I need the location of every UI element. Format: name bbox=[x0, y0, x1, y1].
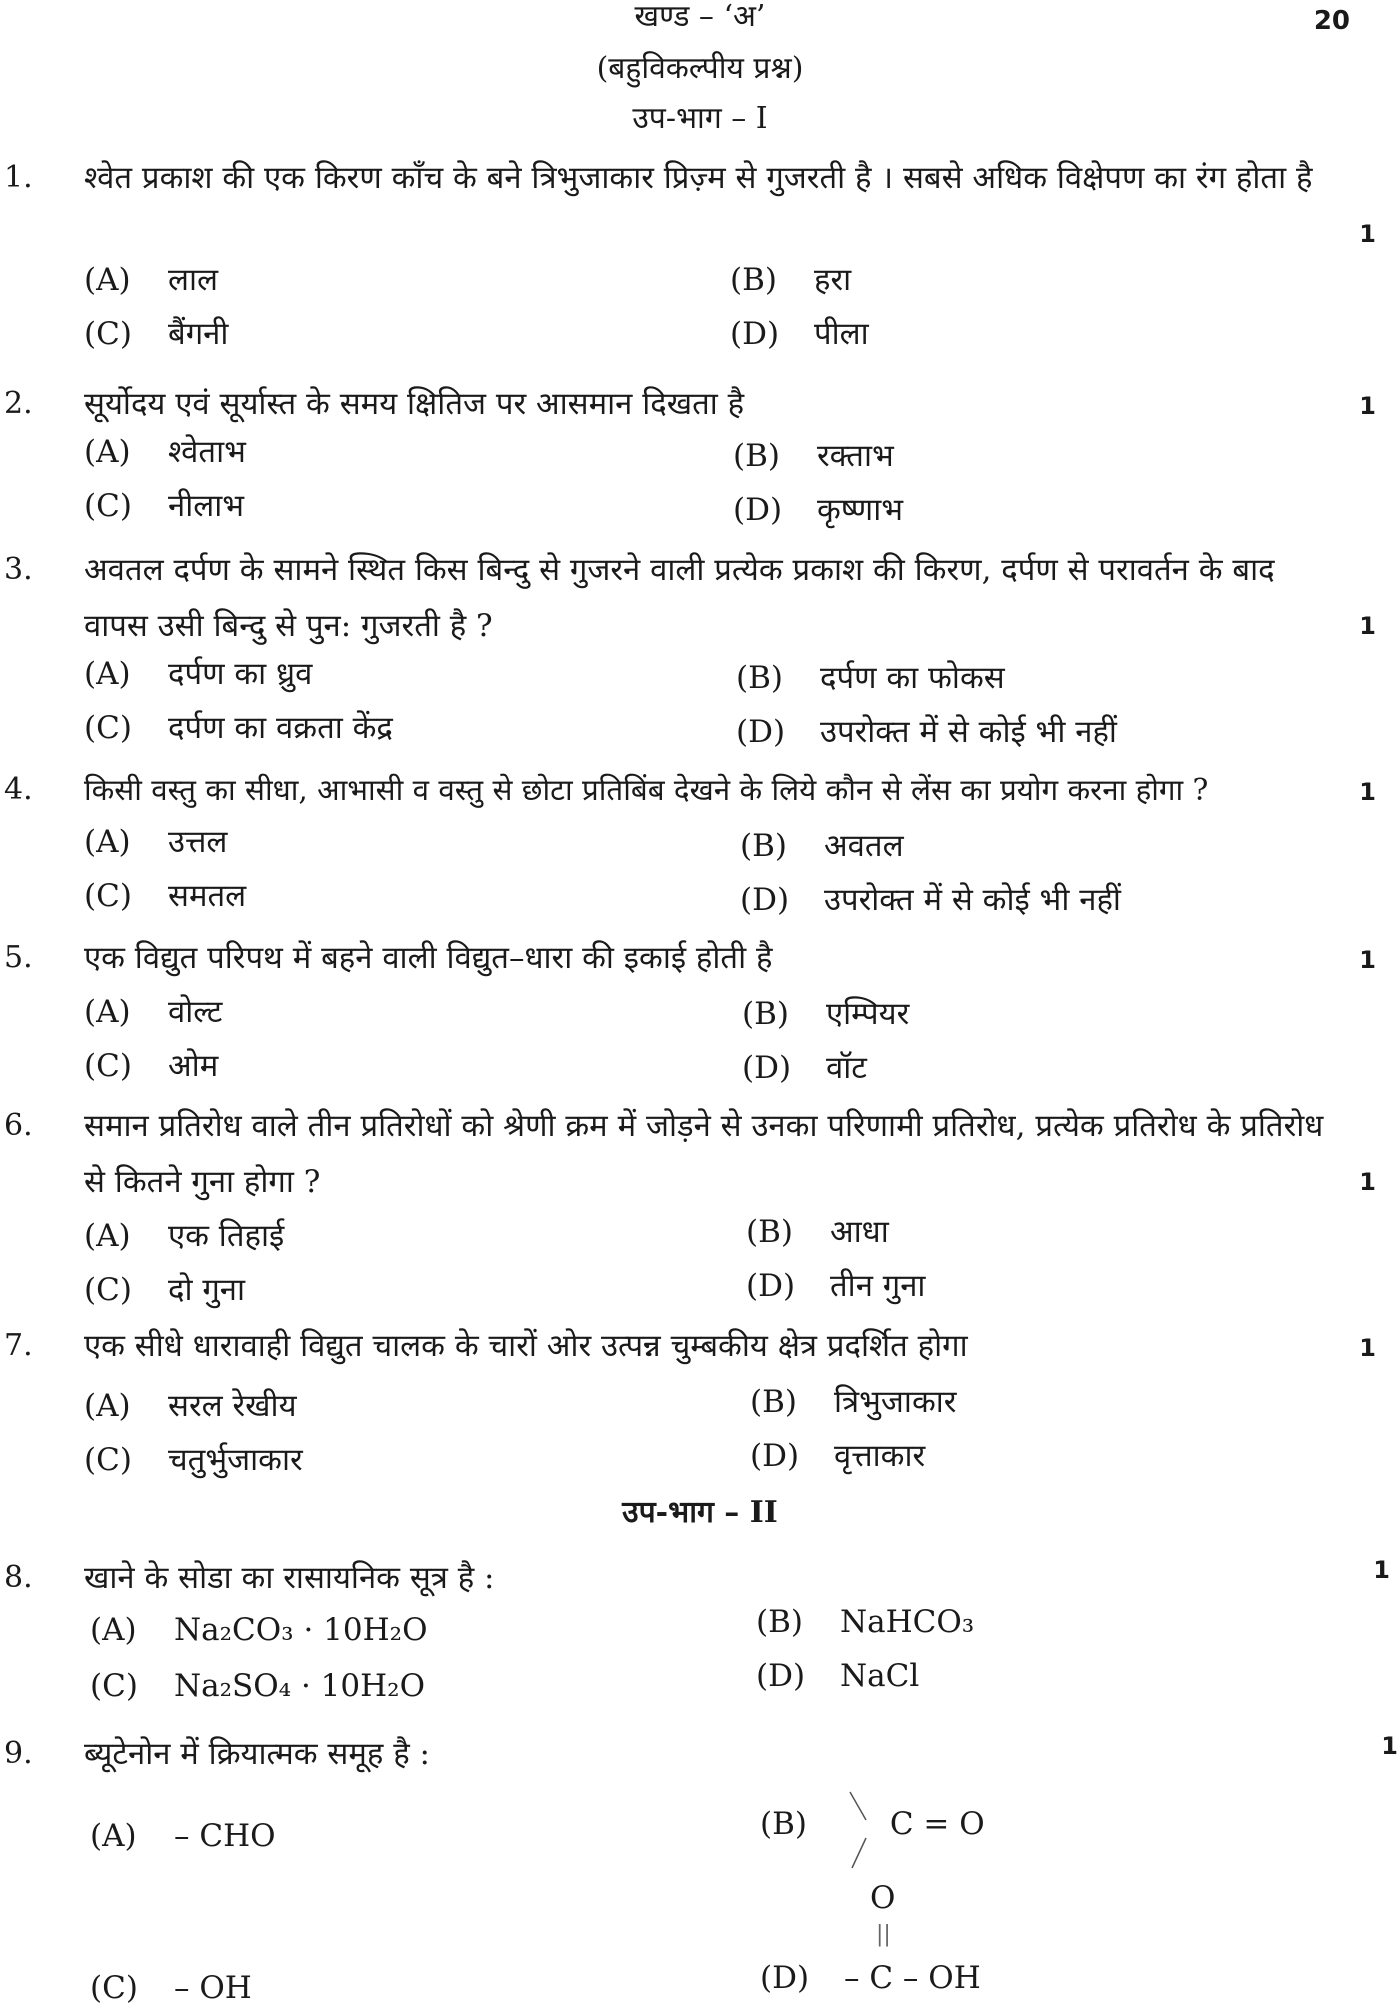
question-text: समान प्रतिरोध वाले तीन प्रतिरोधों को श्रेणी क्रम में जोड़ने से उनका परिणामी प्रतिरोध, प्रत्येक प्रतिरोध के प्रतिरोध से कितने गुना होगा ? bbox=[84, 1108, 1324, 1200]
option-a bbox=[84, 1384, 297, 1426]
option-text: बैंगनी bbox=[168, 316, 229, 352]
option-label: (A) bbox=[84, 1388, 131, 1424]
page-number: 20 bbox=[1313, 6, 1350, 36]
question-marks: 1 bbox=[1359, 1334, 1376, 1362]
question-text: किसी वस्तु का सीधा, आभासी व वस्तु से छोटा प्रतिबिंब देखने के लिये कौन से लेंस का प्रयोग करना होगा ? bbox=[84, 773, 1209, 807]
option-a bbox=[90, 1612, 427, 1648]
question-marks: 1 bbox=[1359, 946, 1376, 974]
option-label: (C) bbox=[84, 878, 132, 914]
option-b bbox=[740, 824, 904, 866]
question-number: 2. bbox=[4, 386, 33, 421]
option-d bbox=[736, 710, 1117, 752]
option-b bbox=[750, 1380, 956, 1422]
option-label: (C) bbox=[90, 1970, 138, 2006]
option-c bbox=[84, 1268, 245, 1310]
option-label: (D) bbox=[740, 882, 790, 918]
option-text: एम्पियर bbox=[826, 996, 910, 1032]
carboxyl-top-atom: O bbox=[870, 1880, 896, 1916]
option-text: NaCl bbox=[840, 1658, 920, 1694]
option-d bbox=[742, 1046, 867, 1088]
option-label: (A) bbox=[90, 1818, 137, 1854]
question-text: सूर्योदय एवं सूर्यास्त के समय क्षितिज पर आसमान दिखता है bbox=[84, 386, 745, 422]
option-label: (D) bbox=[733, 492, 783, 528]
option-label: (C) bbox=[90, 1668, 138, 1704]
option-text: – C – OH bbox=[844, 1960, 981, 1996]
option-label: (C) bbox=[84, 1048, 132, 1084]
option-label: (A) bbox=[84, 656, 131, 692]
question-text: एक सीधे धारावाही विद्युत चालक के चारों ओर उत्पन्न चुम्बकीय क्षेत्र प्रदर्शित होगा bbox=[84, 1328, 968, 1364]
option-label: (B) bbox=[742, 996, 789, 1032]
option-label: (B) bbox=[750, 1384, 797, 1420]
option-a bbox=[84, 820, 227, 862]
option-label: (A) bbox=[84, 262, 131, 298]
option-text: समतल bbox=[168, 878, 247, 914]
option-label: (B) bbox=[733, 438, 780, 474]
option-text: तीन गुना bbox=[830, 1268, 926, 1304]
section-subtitle: (बहुविकल्पीय प्रश्न) bbox=[596, 51, 804, 86]
option-text: वोल्ट bbox=[168, 994, 223, 1030]
option-d bbox=[756, 1658, 919, 1694]
option-label: (B) bbox=[756, 1604, 803, 1640]
option-label: (D) bbox=[746, 1268, 796, 1304]
option-c bbox=[84, 312, 228, 354]
option-label: (C) bbox=[84, 1272, 132, 1308]
option-c bbox=[90, 1970, 252, 2006]
option-c bbox=[90, 1668, 425, 1704]
option-text: सरल रेखीय bbox=[168, 1388, 297, 1424]
option-text: NaHCO₃ bbox=[840, 1604, 975, 1640]
option-text: वॉट bbox=[826, 1050, 867, 1086]
option-text: कृष्णाभ bbox=[817, 492, 904, 528]
option-text: लाल bbox=[168, 262, 219, 298]
question-marks: 1 bbox=[1359, 1168, 1376, 1196]
option-a bbox=[84, 652, 312, 694]
option-label: (C) bbox=[84, 1442, 132, 1478]
option-text: ओम bbox=[168, 1048, 219, 1084]
carbonyl-bonds-icon bbox=[846, 1790, 870, 1870]
option-text: दर्पण का ध्रुव bbox=[168, 656, 313, 692]
option-text: आधा bbox=[830, 1214, 889, 1250]
option-label: (A) bbox=[84, 824, 131, 860]
option-text: श्वेताभ bbox=[168, 434, 246, 470]
option-text: उपरोक्त में से कोई भी नहीं bbox=[824, 882, 1121, 918]
option-d bbox=[730, 312, 869, 354]
option-text: त्रिभुजाकार bbox=[834, 1384, 957, 1420]
option-label: (D) bbox=[756, 1658, 806, 1694]
option-a bbox=[84, 430, 246, 472]
carboxyl-double-bond: || bbox=[876, 1922, 891, 1947]
option-a bbox=[90, 1818, 276, 1854]
option-text: हरा bbox=[814, 262, 852, 298]
option-text: पीला bbox=[814, 316, 869, 352]
option-c bbox=[84, 484, 244, 526]
question-number: 9. bbox=[4, 1736, 33, 1771]
question-number: 8. bbox=[4, 1560, 33, 1595]
part1-title: उप-भाग – I bbox=[632, 101, 768, 136]
question-text: खाने के सोडा का रासायनिक सूत्र है : bbox=[84, 1560, 495, 1596]
option-b bbox=[742, 992, 909, 1034]
option-text: Na₂SO₄ · 10H₂O bbox=[174, 1668, 425, 1704]
option-text: दर्पण का फोकस bbox=[820, 660, 1005, 696]
question-text: श्वेत प्रकाश की एक किरण काँच के बने त्रिभुजाकार प्रिज़्म से गुजरती है । सबसे अधिक विक्षेपण का रंग होता है bbox=[84, 160, 1313, 196]
option-label: (B) bbox=[746, 1214, 793, 1250]
part2-title: उप-भाग – II bbox=[622, 1495, 778, 1530]
option-label: (A) bbox=[84, 434, 131, 470]
option-label: (B) bbox=[740, 828, 787, 864]
question-text: एक विद्युत परिपथ में बहने वाली विद्युत–धारा की इकाई होती है bbox=[84, 940, 773, 976]
question-marks: 1 bbox=[1373, 1556, 1390, 1584]
option-a bbox=[84, 990, 222, 1032]
option-b bbox=[736, 656, 1005, 698]
option-label: (B) bbox=[760, 1806, 807, 1842]
question-number: 1. bbox=[4, 160, 33, 195]
option-label: (C) bbox=[84, 488, 132, 524]
question-number: 4. bbox=[4, 772, 33, 807]
option-label: (D) bbox=[760, 1960, 810, 1996]
option-c bbox=[84, 1438, 303, 1480]
option-d bbox=[746, 1264, 925, 1306]
section-title: खण्ड – ‘अ’ bbox=[634, 0, 766, 34]
option-text: Na₂CO₃ · 10H₂O bbox=[174, 1612, 428, 1648]
option-b bbox=[760, 1806, 985, 1842]
option-text: C = O bbox=[889, 1806, 985, 1842]
option-label: (D) bbox=[742, 1050, 792, 1086]
option-c bbox=[84, 874, 246, 916]
option-d bbox=[733, 488, 903, 530]
option-text: एक तिहाई bbox=[168, 1218, 285, 1254]
option-label: (B) bbox=[730, 262, 777, 298]
option-text: चतुर्भुजाकार bbox=[168, 1442, 303, 1478]
option-text: अवतल bbox=[824, 828, 904, 864]
option-b bbox=[746, 1210, 889, 1252]
question-marks: 1 bbox=[1359, 392, 1376, 420]
option-label: (C) bbox=[84, 710, 132, 746]
option-label: (D) bbox=[736, 714, 786, 750]
question-marks: 1 bbox=[1359, 612, 1376, 640]
option-text: दर्पण का वक्रता केंद्र bbox=[168, 710, 393, 746]
question-number: 5. bbox=[4, 940, 33, 975]
question-text: ब्यूटेनोन में क्रियात्मक समूह है : bbox=[84, 1736, 430, 1772]
option-label: (A) bbox=[90, 1612, 137, 1648]
option-b bbox=[730, 258, 851, 300]
option-text: रक्ताभ bbox=[817, 438, 894, 474]
option-label: (A) bbox=[84, 1218, 131, 1254]
option-text: उत्तल bbox=[168, 824, 228, 860]
option-d bbox=[750, 1434, 925, 1476]
option-text: दो गुना bbox=[168, 1272, 246, 1308]
option-label: (D) bbox=[730, 316, 780, 352]
question-number: 6. bbox=[4, 1108, 33, 1143]
option-c bbox=[84, 706, 393, 748]
option-text: नीलाभ bbox=[168, 488, 245, 524]
option-d bbox=[760, 1960, 981, 1996]
question-text: अवतल दर्पण के सामने स्थित किस बिन्दु से गुजरने वाली प्रत्येक प्रकाश की किरण, दर्पण से परावर्तन के बाद वापस उसी बिन्दु से पुन: गुजरती है ? bbox=[84, 552, 1275, 644]
question-number: 7. bbox=[4, 1328, 33, 1363]
option-a bbox=[84, 258, 218, 300]
option-label: (B) bbox=[736, 660, 783, 696]
option-text: उपरोक्त में से कोई भी नहीं bbox=[820, 714, 1117, 750]
question-number: 3. bbox=[4, 552, 33, 587]
option-a bbox=[84, 1214, 284, 1256]
option-label: (D) bbox=[750, 1438, 800, 1474]
question-marks: 1 bbox=[1359, 778, 1376, 806]
option-b bbox=[733, 434, 894, 476]
option-text: – CHO bbox=[174, 1818, 276, 1854]
option-b bbox=[756, 1604, 974, 1640]
question-marks: 1 bbox=[1359, 220, 1376, 248]
option-c bbox=[84, 1044, 218, 1086]
option-d bbox=[740, 878, 1121, 920]
option-text: – OH bbox=[174, 1970, 252, 2006]
question-marks: 1 bbox=[1381, 1732, 1398, 1760]
option-label: (C) bbox=[84, 316, 132, 352]
option-label: (A) bbox=[84, 994, 131, 1030]
option-text: वृत्ताकार bbox=[834, 1438, 926, 1474]
